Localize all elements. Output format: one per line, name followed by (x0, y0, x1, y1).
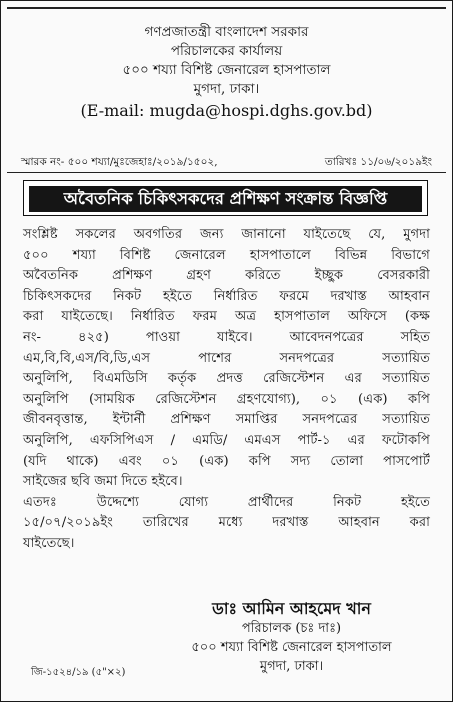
body-line (23, 287, 430, 308)
body-word: নিকট (113, 288, 142, 304)
body-word: হইতে (401, 494, 430, 510)
signatory-location: মুগদা, ঢাকা। (259, 659, 324, 674)
body-word: বেসরকারী (377, 268, 430, 284)
ad-code: জি-১৫২৪/১৯ (৫"×২) (31, 667, 126, 678)
body-line (23, 369, 430, 390)
body-word: কপি (407, 391, 430, 407)
header-government: গণপ্রজাতন্ত্রী বাংলাদেশ সরকার (144, 24, 309, 40)
body-word: ফরম (192, 309, 217, 325)
body-word: সনদপত্রের (279, 350, 335, 366)
body-word: ০১ (320, 391, 338, 407)
body-word: বিশিষ্ট (119, 247, 151, 263)
body-word: উদ্দেশ্যে (96, 494, 139, 510)
signatory-designation: পরিচালক (চঃ দাঃ) (241, 621, 342, 636)
body-word: অত্র (235, 309, 257, 325)
body-word: সত্যায়িত (382, 371, 430, 387)
body-word: এর (347, 432, 365, 448)
notice-title: অবৈতনিক চিকিৎসকদের প্রশিক্ষণ সংক্রান্ত বিজ্ঞপ্তি (63, 188, 388, 208)
body-word: শয্যা (72, 247, 96, 263)
body-word: প্রার্থীদের (247, 494, 294, 510)
body-word: সংশ্লিষ্ট (23, 227, 58, 242)
body-word: অনুলিপি, (23, 371, 73, 387)
body-word: প্রদত্ত (216, 371, 243, 387)
body-word: (এক) (358, 391, 388, 407)
body-word: ইচ্ছুক (314, 268, 344, 284)
body-word: অফিসে (348, 309, 387, 325)
body-word: পাওয়া (145, 329, 180, 345)
body-word: থাকে) (66, 453, 99, 469)
body-word: দরখাস্ত (272, 515, 309, 531)
body-line (23, 431, 430, 452)
body-word: জীবনবৃত্তান্ত, (23, 412, 88, 428)
body-word: করিতে (245, 268, 281, 284)
office-header (1, 23, 452, 120)
body-word: হইতে (162, 288, 192, 304)
body-word: সনদপত্রের (302, 412, 358, 428)
body-line (23, 452, 430, 473)
body-word: যাইবে। (216, 329, 253, 345)
body-word: সমাপ্তির (235, 412, 278, 428)
body-line (23, 225, 430, 246)
body-word: যাইতেছে। (23, 535, 75, 551)
body-word: চিকিৎসকদের (23, 288, 92, 304)
signature-block (141, 599, 442, 676)
body-word: নিকট (333, 494, 362, 510)
body-word: আবেদনপত্রের (289, 329, 364, 345)
body-word: যাইতেছে (303, 227, 351, 242)
body-line (23, 349, 430, 370)
body-word: (সাময়িক (89, 391, 135, 407)
body-line (23, 472, 430, 493)
body-word: আহবান (388, 288, 430, 304)
divider-line (7, 172, 446, 173)
body-word: (কক্ষ (404, 309, 430, 325)
body-word: বিভাগে (391, 247, 430, 263)
body-word: করা (23, 309, 44, 325)
body-word: এফসিপিএস (89, 432, 154, 448)
body-word: অনুলিপি (23, 391, 69, 407)
reference-row (21, 155, 432, 172)
body-line (23, 266, 430, 287)
body-line (23, 493, 430, 514)
top-border-line (7, 7, 446, 9)
body-word: যে, (368, 227, 386, 242)
body-word: ফটোকপি (382, 432, 430, 448)
body-word: নং- (23, 329, 42, 345)
body-word: অবৈতনিক (23, 268, 79, 284)
body-word: কপি (248, 453, 271, 469)
body-word: প্রশিক্ষণ (112, 268, 153, 284)
body-word: হাসপাতাল (274, 309, 330, 325)
body-word: ০১ (161, 453, 179, 469)
body-word: এতদঃ (23, 494, 57, 510)
header-hospital: ৫০০ শয্যা বিশিষ্ট জেনারেল হাসপাতাল (122, 62, 331, 78)
body-word: নির্ধারিত (213, 288, 258, 304)
body-word: সদ্য (290, 453, 311, 469)
body-line (23, 410, 430, 431)
body-line (23, 534, 430, 555)
body-line (23, 328, 430, 349)
header-office: পরিচালকের কার্যালয় (170, 43, 283, 59)
body-word: (যদি (23, 453, 47, 469)
body-word: হাসপাতালে (249, 247, 311, 263)
body-word: পাসপোর্ট (383, 453, 430, 469)
body-word: এর (344, 371, 362, 387)
body-word: (এক) (199, 453, 229, 469)
signatory-office: ৫০০ শয্যা বিশিষ্ট জেনারেল হাসপাতাল (191, 640, 392, 655)
body-word: দরখাস্ত (330, 288, 367, 304)
body-word: পাশের (198, 350, 232, 366)
memo-number: স্মারক নং- ৫০০ শয্যা/মুঃজেহাঃ/২০১৯/১৫০২, (21, 156, 218, 168)
header-location: মুগদা, ঢাকা। (193, 81, 260, 97)
body-word: জন্য (199, 227, 224, 242)
body-word: আহবান (338, 515, 380, 531)
body-word: সহিত (400, 329, 430, 345)
body-word: বিভিন্ন (334, 247, 368, 263)
body-word: এমএস (244, 432, 281, 448)
body-word: / (170, 432, 176, 448)
body-word: ১৫/০৭/২০১৯ইং (23, 515, 113, 531)
body-word: রেজিস্টেশন (263, 371, 325, 387)
body-word: বিএমডিসি (93, 371, 148, 387)
memo-date: তারিখঃ ১১/০৬/২০১৯ইং (324, 156, 432, 168)
body-word: সত্যায়িত (382, 412, 430, 428)
title-banner (29, 186, 422, 212)
body-word: সকলের (75, 227, 116, 242)
body-word: গ্রহণ (186, 268, 212, 284)
body-word: পার্ট-১ (297, 432, 331, 448)
body-word: সাইজের ছবি জমা দিতে হইবে। (23, 474, 183, 490)
body-word: অনুলিপি, (23, 432, 73, 448)
body-word: মুগদা (403, 227, 430, 242)
body-word: রেজিস্টেশন (155, 391, 217, 407)
header-email: (E-mail: mugda@hospi.dghs.gov.bd) (80, 101, 373, 120)
body-word: যোগ্য (178, 494, 209, 510)
body-line (23, 246, 430, 267)
body-word: প্রশিক্ষণ (170, 412, 211, 428)
body-word: যাইতেছে। (61, 309, 113, 325)
body-word: কর্তৃক (167, 371, 197, 387)
body-word: সত্যায়িত (382, 350, 430, 366)
body-word: তোলা (330, 453, 364, 469)
body-word: তারিখের (142, 515, 189, 531)
body-word: করা (409, 515, 430, 531)
body-word: এমডি/ (192, 432, 228, 448)
body-word: এবং (118, 453, 142, 469)
body-word: এম,বি,বি,এস/বি,ডি,এস (23, 350, 151, 366)
body-word: ফরমে (279, 288, 309, 304)
body-word: অবগতির (133, 227, 183, 242)
body-line (23, 307, 430, 328)
body-word: ৪২৫) (78, 329, 109, 345)
body-word: মধ্যে (218, 515, 243, 531)
notice-body (23, 225, 430, 555)
body-word: জানানো (241, 227, 286, 242)
body-word: গ্রহণযোগ্য), (236, 391, 301, 407)
body-line (23, 390, 430, 411)
body-line (23, 513, 430, 534)
signatory-name: ডাঃ আমিন আহমেদ খান (212, 599, 371, 618)
body-word: ইন্টার্নী (112, 412, 146, 428)
body-word: নির্ধারিত (130, 309, 175, 325)
body-word: ৫০০ (23, 247, 49, 263)
body-word: জেনারেল (174, 247, 226, 263)
